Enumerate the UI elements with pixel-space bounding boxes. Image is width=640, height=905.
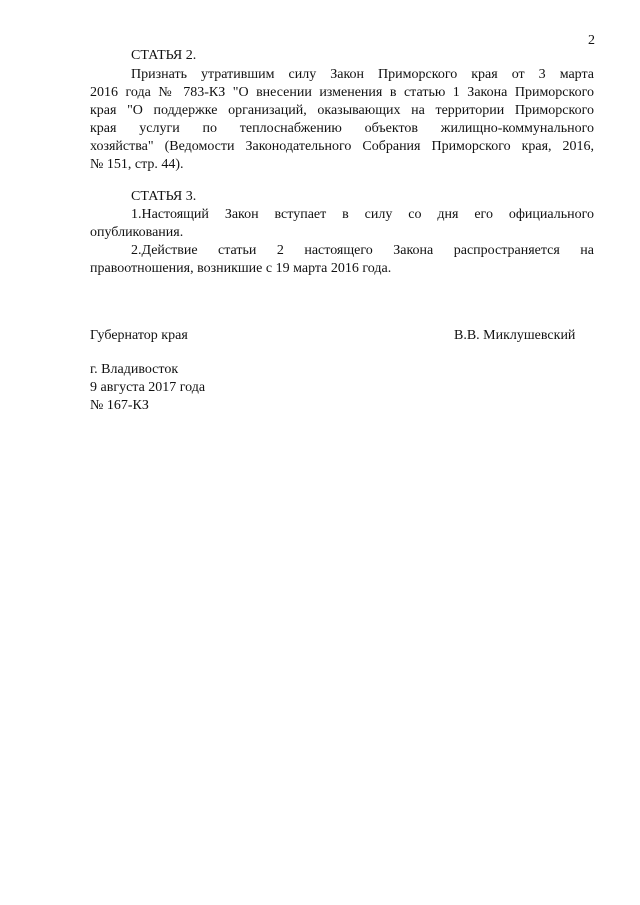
article-3-heading: СТАТЬЯ 3. [131, 189, 197, 204]
article-3-line-4: правоотношения, возникшие с 19 марта 2016 года. [90, 261, 392, 276]
article-2-line-3: края "О поддержке организаций, оказывающих на территории Приморского [90, 103, 594, 118]
article-3-line-2: опубликования. [90, 225, 184, 240]
document-date: 9 августа 2017 года [90, 380, 206, 395]
article-3-line-3: 2.Действие статьи 2 настоящего Закона распространяется на [131, 243, 594, 258]
article-2-line-5: хозяйства" (Ведомости Законодательного Собрания Приморского края, 2016, [90, 139, 594, 154]
article-2-line-1: Признать утратившим силу Закон Приморского края от 3 марта [131, 67, 594, 82]
article-2-heading: СТАТЬЯ 2. [131, 48, 197, 63]
article-3-line-1: 1.Настоящий Закон вступает в силу со дня его официального [131, 207, 594, 222]
page-number: 2 [588, 33, 595, 48]
signer-title: Губернатор края [90, 328, 188, 343]
article-2-line-4: края услуги по теплоснабжению объектов жилищно-коммунального [90, 121, 594, 136]
document-number: № 167-КЗ [90, 398, 149, 413]
article-2-line-2: 2016 года № 783-КЗ "О внесении изменения в статью 1 Закона Приморского [90, 85, 594, 100]
signer-name: В.В. Миклушевский [454, 328, 576, 343]
document-city: г. Владивосток [90, 362, 179, 377]
article-2-line-6: № 151, стр. 44). [90, 157, 184, 172]
